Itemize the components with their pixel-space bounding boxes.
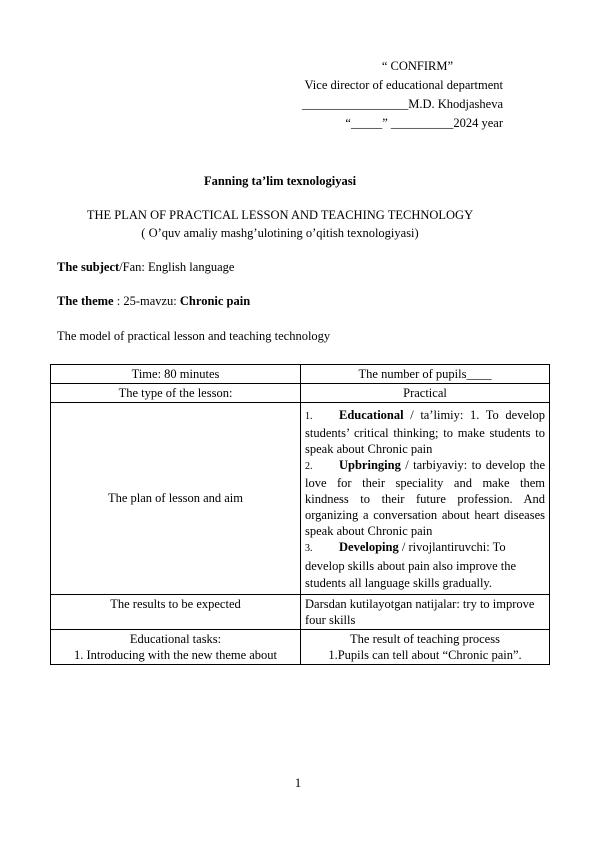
confirm-signature: _________________M.D. Khodjasheva	[301, 97, 503, 111]
page-number: 1	[294, 776, 302, 790]
time-cell: Time: 80 minutes	[51, 365, 301, 384]
plan-title: THE PLAN OF PRACTICAL LESSON AND TEACHING TECHNOLOGY	[86, 208, 474, 222]
theme-line	[57, 294, 250, 309]
type-label-cell: The type of the lesson:	[51, 384, 301, 403]
process-label: The result of teaching process	[350, 631, 500, 646]
theme-label: The theme	[57, 294, 114, 308]
process-item: 1.Pupils can tell about “Chronic pain”.	[328, 647, 522, 662]
theme-value: Chronic pain	[179, 294, 251, 308]
tasks-item: 1. Introducing with the new theme about	[73, 647, 278, 662]
table-row	[51, 594, 550, 629]
confirm-role: Vice director of educational department	[304, 78, 503, 92]
pupils-cell: The number of pupils____	[301, 365, 550, 384]
results-label-cell: The results to be expected	[51, 594, 301, 629]
confirm-title: “ CONFIRM”	[381, 59, 453, 73]
table-row	[51, 403, 550, 595]
table-row	[51, 365, 550, 384]
plan-label-cell: The plan of lesson and aim	[51, 403, 301, 595]
subject-line	[57, 260, 234, 275]
subject-title: Fanning ta’lim texnologiyasi	[203, 174, 357, 188]
tasks-label: Educational tasks:	[129, 631, 222, 646]
subject-value: /Fan: English language	[119, 260, 235, 274]
table-row	[51, 629, 550, 664]
table-row	[51, 384, 550, 403]
tasks-cell	[51, 629, 301, 664]
aim-upbringing: 2. Upbringing / tarbiyaviy: to develop the love for their speciality and make them kindness to their future profession. And organizing a conversation about heart diseases speak about Chronic pain	[305, 458, 545, 538]
aim-developing: 3. Developing / rivojlantiruvchi: To develop skills about pain also improve the students all language skills gradually.	[305, 540, 517, 590]
confirm-block	[255, 57, 503, 133]
results-value-cell: Darsdan kutilayotgan natijalar: try to improve four skills	[301, 594, 550, 629]
subject-label: The subject	[57, 260, 120, 274]
aims-cell	[301, 403, 550, 595]
process-cell	[301, 629, 550, 664]
aim-educational: 1. Educational / ta’limiy: 1. To develop students’ critical thinking; to make students to speak about Chronic pain	[305, 408, 545, 456]
plan-subtitle: ( O’quv amaliy mashg’ulotining o’qitish texnologiyasi)	[141, 226, 419, 240]
theme-prefix: : 25-mavzu:	[113, 294, 180, 308]
confirm-date: “_____” __________2024 year	[345, 116, 503, 130]
lesson-plan-table	[50, 364, 550, 665]
model-line: The model of practical lesson and teaching technology	[57, 329, 331, 343]
type-value-cell: Practical	[301, 384, 550, 403]
